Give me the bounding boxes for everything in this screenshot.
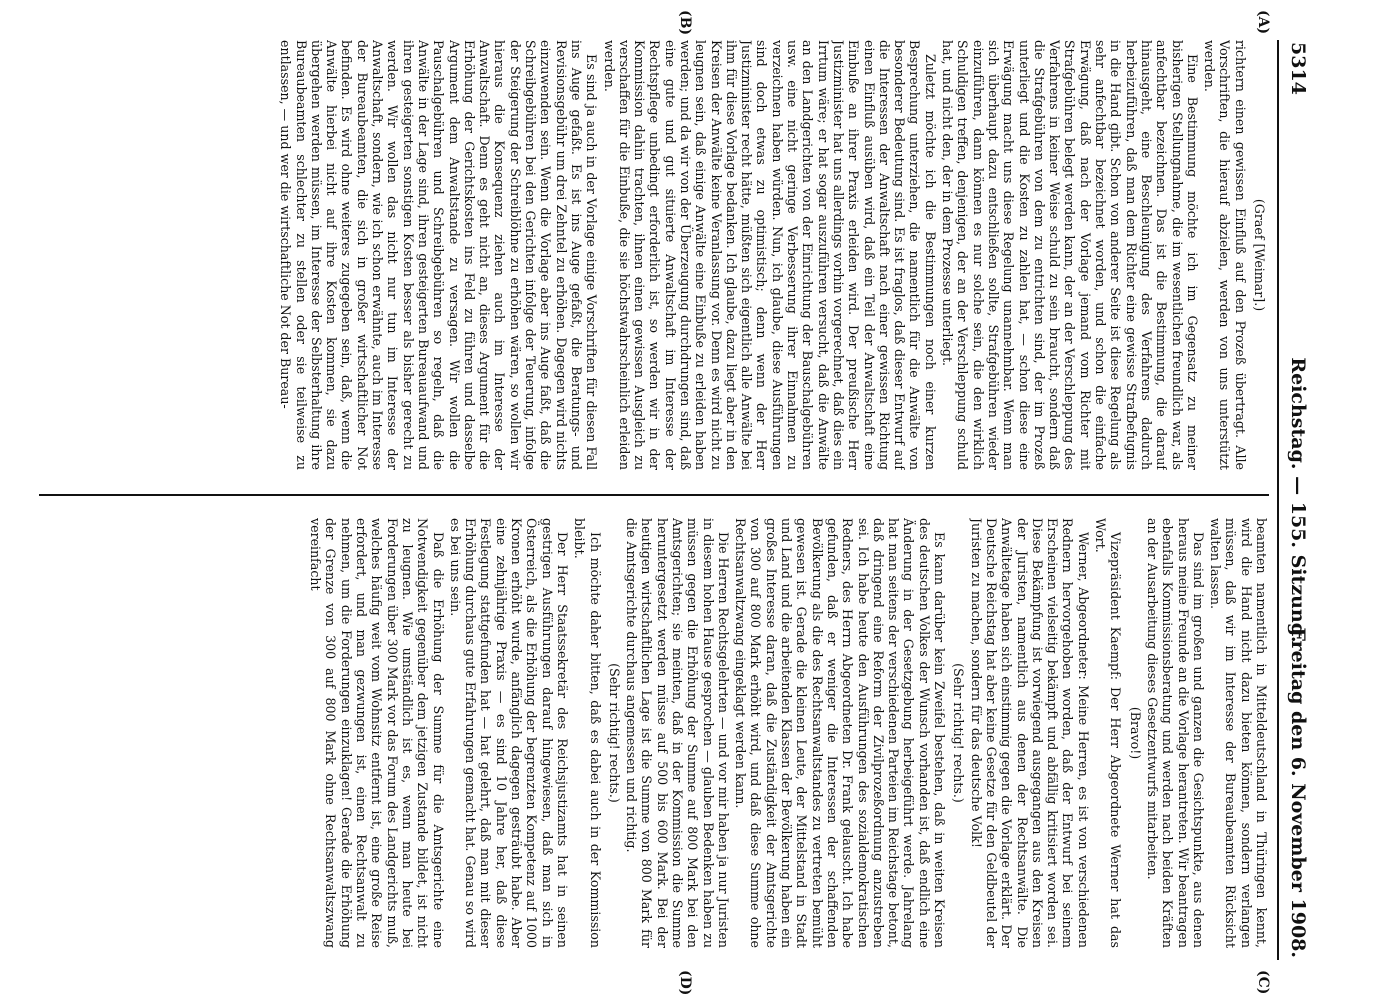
right-paragraph: Ich möchte daher bitten, daß es dabei auch in der Kommission bleibt.	[572, 518, 603, 948]
speaker-label: (Graef [Weimar].)	[1252, 198, 1267, 312]
right-paragraph: Werner, Abgeordneter: Meine Herren, es ist von verschiedenen Rednern hervorgehoben worden, daß der Entwurf bei seinem Erscheinen vielseitig bekämpft und abfällig kritisiert worden sei. Diese Bekämpfung ist vorwiegend ausgegangen aus den Kreisen der Juristen, namentlich aus denen der Rechtsanwälte. Die Anwältetage haben sich einstimmig gegen die Vorlage erklärt. Der Deutsche Reichstag hat aber keine Gesetze für den Geldbeutel der Juristen zu machen, sondern für das deutsche Volk!	[968, 518, 1091, 948]
column-divider	[39, 494, 1269, 496]
right-column	[39, 518, 1269, 948]
interjection: (Bravo!)	[1127, 706, 1143, 760]
left-paragraph: Eine Bestimmung möchte ich im Gegensatz zu meiner bisherigen Stellungnahme, die im wesentlichen freundlich war, als anfechtbar bezeichnen. Das ist die Bestimmung, die darauf hinausgeht, eine Beschleunigung des Verfahrens dadurch herbeizuführen, daß man dem Richter eine gewisse Strafbefugnis in die Hand gibt. Schon von anderer Seite ist diese Regelung als sehr anfechtbar bezeichnet worden, und schon die einfache Erwägung, daß nach der Vorlage jemand vom Richter mit Strafgebühren belegt werden kann, der an der Verschleppung des Verfahrens in keiner Weise schuld zu sein braucht, sondern daß die Strafgebühren von dem zu entrichten sind, der im Prozeß unterliegt und die Kosten zu zahlen hat, — schon diese eine Erwägung macht uns diese Regelung unannehmbar. Wenn man sich überhaupt dazu entschließen sollte, Strafgebühren wieder einzuführen, dann können es nur solche sein, die den wirklich Schuldigen treffen, denjenigen, der an der Verschleppung schuld hat, und nicht den, der in dem Prozesse unterliegt.	[940, 40, 1200, 470]
left-paragraph: Zuletzt möchte ich die Bestimmungen noch einer kurzen Besprechung unterziehen, die namentlich für die Anwälte von besonderer Bedeutung sind. Es ist fraglos, daß dieser Entwurf auf die Interessen der Anwaltschaft nach einer gewissen Richtung einen Einfluß ausüben wird, daß ein Teil der Anwaltschaft eine Einbuße an ihrer Praxis erleiden wird. Der preußische Herr Justizminister hat uns allerdings vorhin vorgerechnet, daß dies ein Irrtum wäre; er hat sogar auszuführen versucht, daß die Anwälte an den Landgerichten von der Einrichtung der Bauschalgebühren usw. eine nicht geringe Verbesserung ihrer Einnahmen zu verzeichnen haben würden. Nun, ich glaube, diese Ausführungen sind doch etwas zu optimistisch; denn wenn der Herr Justizminister recht hätte, müßten sich eigentlich alle Anwälte bei ihm für diese Vorlage bedanken. Ich glaube, dazu liegt aber in den Kreisen der Anwälte keine Veranlassung vor. Denn es wird nicht zu leugnen sein, daß einige Anwälte eine Einbuße zu erleiden haben werden; und da wir von der Überzeugung durchdrungen sind, daß eine gute und gut situierte Anwaltschaft im Interesse der Rechtspflege unbedingt erforderlich ist, so werden wir in der Kommission dahin trachten, ihnen einen gewissen Ausgleich zu verschaffen für die Einbuße, die sie höchstwahrscheinlich erleiden werden.	[601, 40, 938, 470]
right-paragraph: Daß die Erhöhung der Summe für die Amtsgerichte eine Notwendigkeit gegenüber dem jetzigen Zustande bildet, ist nicht zu leugnen. Wie umständlich ist es, wenn man heute bei Forderungen über 300 Mark vor das Forum des Landgerichts muß, welches häufig weit vom Wohnsitz entfernt ist, eine große Reise erfordert, und man gezwungen ist, einen Rechtsanwalt zu nehmen, um die Forderungen einzuklagen! Gerade die Erhöhung der Grenze von 300 auf 800 Mark ohne Rechtsanwaltszwang vereinfacht	[308, 518, 446, 948]
right-paragraph: Die Herren Rechtsgelehrten — und vor mir haben ja nur Juristen in diesem hohen Hause gesprochen — glauben Bedenken haben zu müssen gegen die Erhöhung der Summe auf 800 Mark bei den Amtsgerichten; sie meinten, daß in der Kommission die Summe heruntergesetzt werden müsse auf 500 bis 600 Mark. Bei der heutigen wirtschaftlichen Lage ist die Summe von 800 Mark für die Amtsgerichte durchaus angemessen und richtig.	[624, 518, 731, 948]
vice-president-remark: Vizepräsident Kaempf: Der Herr Abgeordnete Werner hat das Wort.	[1093, 518, 1124, 948]
right-paragraph: Es kann darüber kein Zweifel bestehen, daß in weiten Kreisen des deutschen Volkes der Wunsch vorhanden ist, daß endlich eine Änderung in der Gesetzgebung herbeigeführt werde. Jahrelang hat man seitens der verschiedenen Parteien im Reichstage betont, daß dringend eine Reform der Zivilprozeßordnung anzustreben sei. Ich habe heute den Ausführungen des sozialdemokratischen Redners, des Herrn Abgeordneten Dr. Frank gelauscht. Ich habe gefunden, daß er weniger die Interessen der schaffenden Bevölkerung als die des Rechtsanwaltstandes zu vertreten bemüht gewesen ist. Gerade die kleinen Leute, der Mittelstand in Stadt und Land und die arbeitenden Klassen der Bevölkerung haben ein großes Interesse daran, daß die Zuständigkeit der Amtsgerichte von 300 auf 800 Mark erhöht wird, und daß diese Summe ohne Rechtsanwaltzwang eingeklagt werden kann.	[733, 518, 948, 948]
session-date: Freitag den 6. November 1908.	[1287, 627, 1309, 958]
left-column	[39, 40, 1269, 470]
page-number: 5314	[1287, 42, 1309, 95]
right-paragraph: Der Herr Staatssekretär des Reichsjustizamts hat in seinen gestrigen Ausführungen darauf hingewiesen, daß man sich in Österreich, als die Erhöhung der begrenzten Kompetenz auf 1000 Kronen erhöht wurde, anfänglich dagegen gesträubt habe. Aber eine zehnjährige Praxis — es sind 10 Jahre her, daß diese Festlegung stattgefunden hat — hat gelehrt, daß man mit dieser Erhöhung durchaus gute Erfahrungen gemacht hat. Genau so wird es bei uns sein.	[447, 518, 570, 948]
interjection: (Sehr richtig! rechts.)	[606, 663, 622, 803]
margin-marker-d: (D)	[677, 970, 693, 996]
right-paragraph: beamten namentlich in Mitteldeutschland in Thüringen kennt, wird die Hand nicht dazu bieten können, sondern verlangen müssen, daß wir im Interesse der Bureaubeamten Rücksicht walten lassen.	[1208, 518, 1269, 948]
session-title: Reichstag. — 155. Sitzung.	[1287, 357, 1309, 643]
page-header	[1277, 40, 1313, 960]
interjection: (Sehr richtig! rechts.)	[951, 663, 967, 803]
margin-marker-c: (C)	[1255, 970, 1271, 995]
margin-marker-b: (B)	[677, 10, 693, 36]
left-paragraph: richtern einen gewissen Einfluß auf den Prozeß übertragt. Alle Vorschriften, die hierauf abzielen, werden von uns unterstützt werden.	[1202, 40, 1248, 470]
margin-marker-a: (A)	[1255, 10, 1271, 35]
right-paragraph: Das sind im großen und ganzen die Gesichtspunkte, aus denen heraus meine Freunde an die Vorlage herantreten. Wir beantragen ebenfalls Kommissionsberatung und werden nach beiden Kräften an der Ausarbeitung dieses Gesetzentwurfs mitarbeiten.	[1144, 518, 1206, 948]
newspaper-sheet	[23, 10, 1313, 996]
left-paragraph: Es sind ja auch in der Vorlage einige Vorschriften für diesen Fall ins Auge gefaßt. Es ist ins Auge gefaßt, die Beratungs- und Revisionsgebühr um drei Zehntel zu erhöhen. Dagegen wird nichts einzuwenden sein. Wenn die Vorlage aber ins Auge faßt, daß die Schreibgebühren bei den Gerichten infolge der Teuerung, infolge der Steigerung der Schreiblöhne zu erhöhen wären, so wollen wir hieraus die Konsequenz ziehen auch im Interesse der Anwaltschaft. Denn es geht nicht an, dieses Argument für die Erhöhung der Gerichtskosten ins Feld zu führen und dasselbe Argument dem Anwaltstande zu versagen. Wir wollen die Pauschalgebühren und Schreibgebühren so regeln, daß die Anwälte in der Lage sind, ihren gesteigerten Bureauaufwand und ihren gesteigerten sonstigen Kosten besser als bisher gerecht zu werden. Wir wollen das nicht nur tun im Interesse der Anwaltschaft, sondern, wie ich schon erwähnte, auch im Interesse der Bureaubeamten, die sich in großer wirtschaftlicher Not befinden. Es wird ohne weiteres zugegeben sein, daß, wenn die Anwälte hierbei nicht auf ihre Kosten kommen, sie dazu übergehen werden müssen, im Interesse der Selbsterhaltung ihre Bureaubeamten schlechter zu stellen oder sie teilweise zu entlassen, — und wer die wirtschaftliche Not der Bureau-	[278, 40, 600, 470]
